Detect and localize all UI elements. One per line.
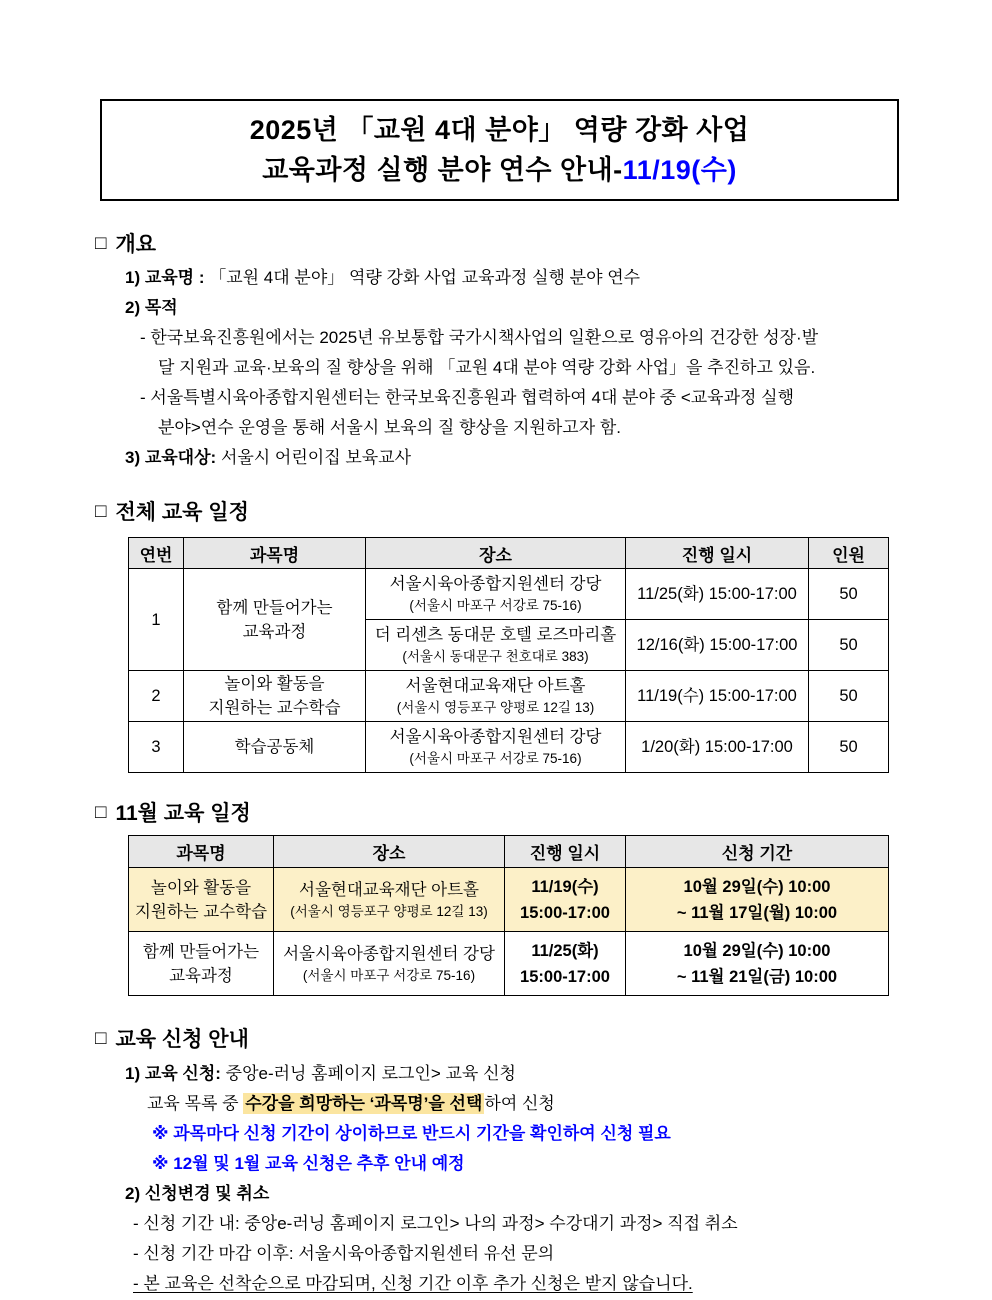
header-capacity: 인원 — [809, 538, 889, 569]
venue-address: (서울시 동대문구 천호대로 383) — [402, 649, 589, 664]
overview-item3-text: 서울시 어린이집 보육교사 — [220, 448, 412, 467]
overview-item3-label: 3) 교육대상: — [125, 448, 217, 467]
datetime-line2: 15:00-17:00 — [520, 903, 610, 922]
venue-address: (서울시 마포구 서강로 75-16) — [302, 967, 476, 983]
application-item2-label: 2) 신청변경 및 취소 — [125, 1184, 270, 1203]
application-bullet-3: - 본 교육은 선착순으로 마감되며, 신청 기간 이후 추가 신청은 받지 않습니다. — [133, 1274, 693, 1293]
full-schedule-table — [128, 537, 889, 773]
nov-row1-datetime — [505, 868, 626, 932]
overview-item-target — [0, 443, 992, 473]
square-bullet-icon: □ — [95, 233, 107, 254]
application-item1-label: 1) 교육 신청: — [125, 1064, 221, 1083]
section-heading-application-label: 교육 신청 안내 — [115, 1028, 249, 1051]
row1-venue2-datetime: 12/16(화) 15:00-17:00 — [626, 620, 809, 671]
venue-name: 서울시육아종합지원센터 강당 — [389, 728, 602, 746]
section-heading-full-schedule — [95, 499, 992, 526]
header-period: 신청 기간 — [626, 836, 889, 868]
square-bullet-icon: □ — [95, 501, 107, 522]
application-item1 — [0, 1059, 992, 1089]
header-venue: 장소 — [274, 836, 505, 868]
row1-venue1-capacity: 50 — [809, 569, 889, 620]
title-line-2 — [102, 153, 897, 187]
datetime-line1: 11/25(화) — [531, 941, 599, 960]
row3-venue — [366, 722, 626, 773]
nov-row2-subject — [129, 932, 274, 996]
period-line1: 10월 29일(수) 10:00 — [683, 941, 831, 960]
datetime-line2: 15:00-17:00 — [520, 967, 610, 986]
row3-subject: 학습공동체 — [184, 722, 366, 773]
row1-num: 1 — [129, 569, 184, 671]
row2-datetime: 11/19(수) 15:00-17:00 — [626, 671, 809, 722]
subject-line2: 지원하는 교수학습 — [134, 902, 268, 921]
table-row — [129, 569, 889, 620]
header-subject: 과목명 — [184, 538, 366, 569]
section-heading-full-schedule-label: 전체 교육 일정 — [115, 501, 249, 524]
nov-row2-venue — [274, 932, 505, 996]
datetime-line1: 11/19(수) — [531, 877, 599, 896]
application-note-1: ※ 과목마다 신청 기간이 상이하므로 반드시 기간을 확인하여 신청 필요 — [152, 1124, 671, 1143]
select-line-highlight: 수강을 희망하는 ‘과목명’을 선택 — [245, 1094, 483, 1113]
subject-line2: 교육과정 — [169, 966, 233, 985]
square-bullet-icon: □ — [95, 802, 107, 823]
row2-subject — [184, 671, 366, 722]
header-venue: 장소 — [366, 538, 626, 569]
nov-row1-venue — [274, 868, 505, 932]
subject-line1: 함께 만들어가는 — [142, 942, 260, 961]
row3-num: 3 — [129, 722, 184, 773]
row1-subject-line2: 교육과정 — [242, 622, 307, 641]
venue-address: (서울시 영등포구 양평로 12길 13) — [396, 700, 595, 715]
venue-name: 서울시육아종합지원센터 강당 — [389, 575, 602, 593]
venue-name: 더 리센츠 동대문 호텔 로즈마리홀 — [374, 626, 617, 644]
subject-line1: 놀이와 활동을 — [150, 878, 252, 897]
nov-row2-datetime — [505, 932, 626, 996]
row2-subject-line2: 지원하는 교수학습 — [208, 699, 341, 717]
period-line2: ~ 11월 21일(금) 10:00 — [676, 967, 838, 986]
overview-item1-label: 1) 교육명 : — [125, 268, 205, 287]
row1-subject — [184, 569, 366, 671]
venue-address: (서울시 마포구 서강로 75-16) — [409, 751, 582, 766]
november-header-row — [129, 836, 889, 868]
nov-row1-period — [626, 868, 889, 932]
section-heading-overview — [95, 231, 992, 258]
section-heading-application — [95, 1026, 992, 1053]
period-line1: 10월 29일(수) 10:00 — [683, 877, 831, 896]
venue-name: 서울시육아종합지원센터 강당 — [283, 944, 495, 963]
square-bullet-icon: □ — [95, 1028, 107, 1049]
venue-address: (서울시 마포구 서강로 75-16) — [409, 598, 582, 613]
venue-name: 서울현대교육재단 아트홀 — [299, 880, 479, 899]
row2-subject-line1: 놀이와 활동을 — [224, 675, 325, 693]
row2-num: 2 — [129, 671, 184, 722]
row3-datetime: 1/20(화) 15:00-17:00 — [626, 722, 809, 773]
overview-item-education-name — [0, 263, 992, 293]
header-datetime: 진행 일시 — [626, 538, 809, 569]
application-bullet-1: - 신청 기간 내: 중앙e-러닝 홈페이지 로그인> 나의 과정> 수강대기 과정> 직접 취소 — [133, 1214, 738, 1233]
purpose-bullet-2-line-1: - 서울특별시육아종합지원센터는 한국보육진흥원과 협력하여 4대 분야 중 <교육과정 실행 — [140, 388, 795, 407]
row3-capacity: 50 — [809, 722, 889, 773]
row1-venue1 — [366, 569, 626, 620]
application-note-2: ※ 12월 및 1월 교육 신청은 추후 안내 예정 — [152, 1154, 465, 1173]
section-heading-november-schedule — [95, 800, 992, 827]
row1-venue2 — [366, 620, 626, 671]
table-row-highlighted — [129, 868, 889, 932]
header-datetime: 진행 일시 — [505, 836, 626, 868]
section-heading-november-schedule-label: 11월 교육 일정 — [115, 802, 251, 825]
title-line-1: 2025년 「교원 4대 분야」 역량 강화 사업 — [249, 115, 750, 145]
nov-row2-period — [626, 932, 889, 996]
title-box — [100, 99, 899, 201]
row2-capacity: 50 — [809, 671, 889, 722]
period-line2: ~ 11월 17일(월) 10:00 — [676, 903, 838, 922]
table-row — [129, 932, 889, 996]
row2-venue — [366, 671, 626, 722]
purpose-bullet-1-line-1: - 한국보육진흥원에서는 2025년 유보통합 국가시책사업의 일환으로 영유아의 건강한 성장·발 — [140, 328, 819, 347]
nov-row1-subject — [129, 868, 274, 932]
table-row — [129, 722, 889, 773]
venue-address: (서울시 영등포구 양평로 12길 13) — [290, 903, 488, 919]
purpose-bullet-1-line-2: 달 지원과 교육·보육의 질 향상을 위해 「교원 4대 분야 역량 강화 사업」을 추진하고 있음. — [158, 358, 816, 377]
table-row — [129, 671, 889, 722]
application-bullet-2: - 신청 기간 마감 이후: 서울시육아종합지원센터 유선 문의 — [133, 1244, 555, 1263]
title-date: 11/19(수) — [622, 155, 737, 185]
row1-venue2-capacity: 50 — [809, 620, 889, 671]
title-line-2-text: 교육과정 실행 분야 연수 안내- — [262, 155, 623, 185]
header-num: 연번 — [129, 538, 184, 569]
full-schedule-header-row — [129, 538, 889, 569]
application-item1-text: 중앙e-러닝 홈페이지 로그인> 교육 신청 — [225, 1064, 516, 1083]
select-line-suffix: 하여 신청 — [484, 1094, 555, 1113]
november-schedule-table — [128, 835, 889, 996]
select-line-prefix: 교육 목록 중 — [147, 1094, 244, 1113]
purpose-bullet-2-line-2: 분야>연수 운영을 통해 서울시 보육의 질 향상을 지원하고자 함. — [158, 418, 621, 437]
row1-subject-line1: 함께 만들어가는 — [216, 598, 333, 617]
overview-item1-text: 「교원 4대 분야」 역량 강화 사업 교육과정 실행 분야 연수 — [209, 268, 641, 287]
section-heading-overview-label: 개요 — [115, 233, 157, 256]
application-select-line — [0, 1089, 992, 1119]
row1-venue1-datetime: 11/25(화) 15:00-17:00 — [626, 569, 809, 620]
header-subject: 과목명 — [129, 836, 274, 868]
overview-item-purpose-label: 2) 목적 — [125, 298, 178, 317]
venue-name: 서울현대교육재단 아트홀 — [405, 677, 586, 695]
